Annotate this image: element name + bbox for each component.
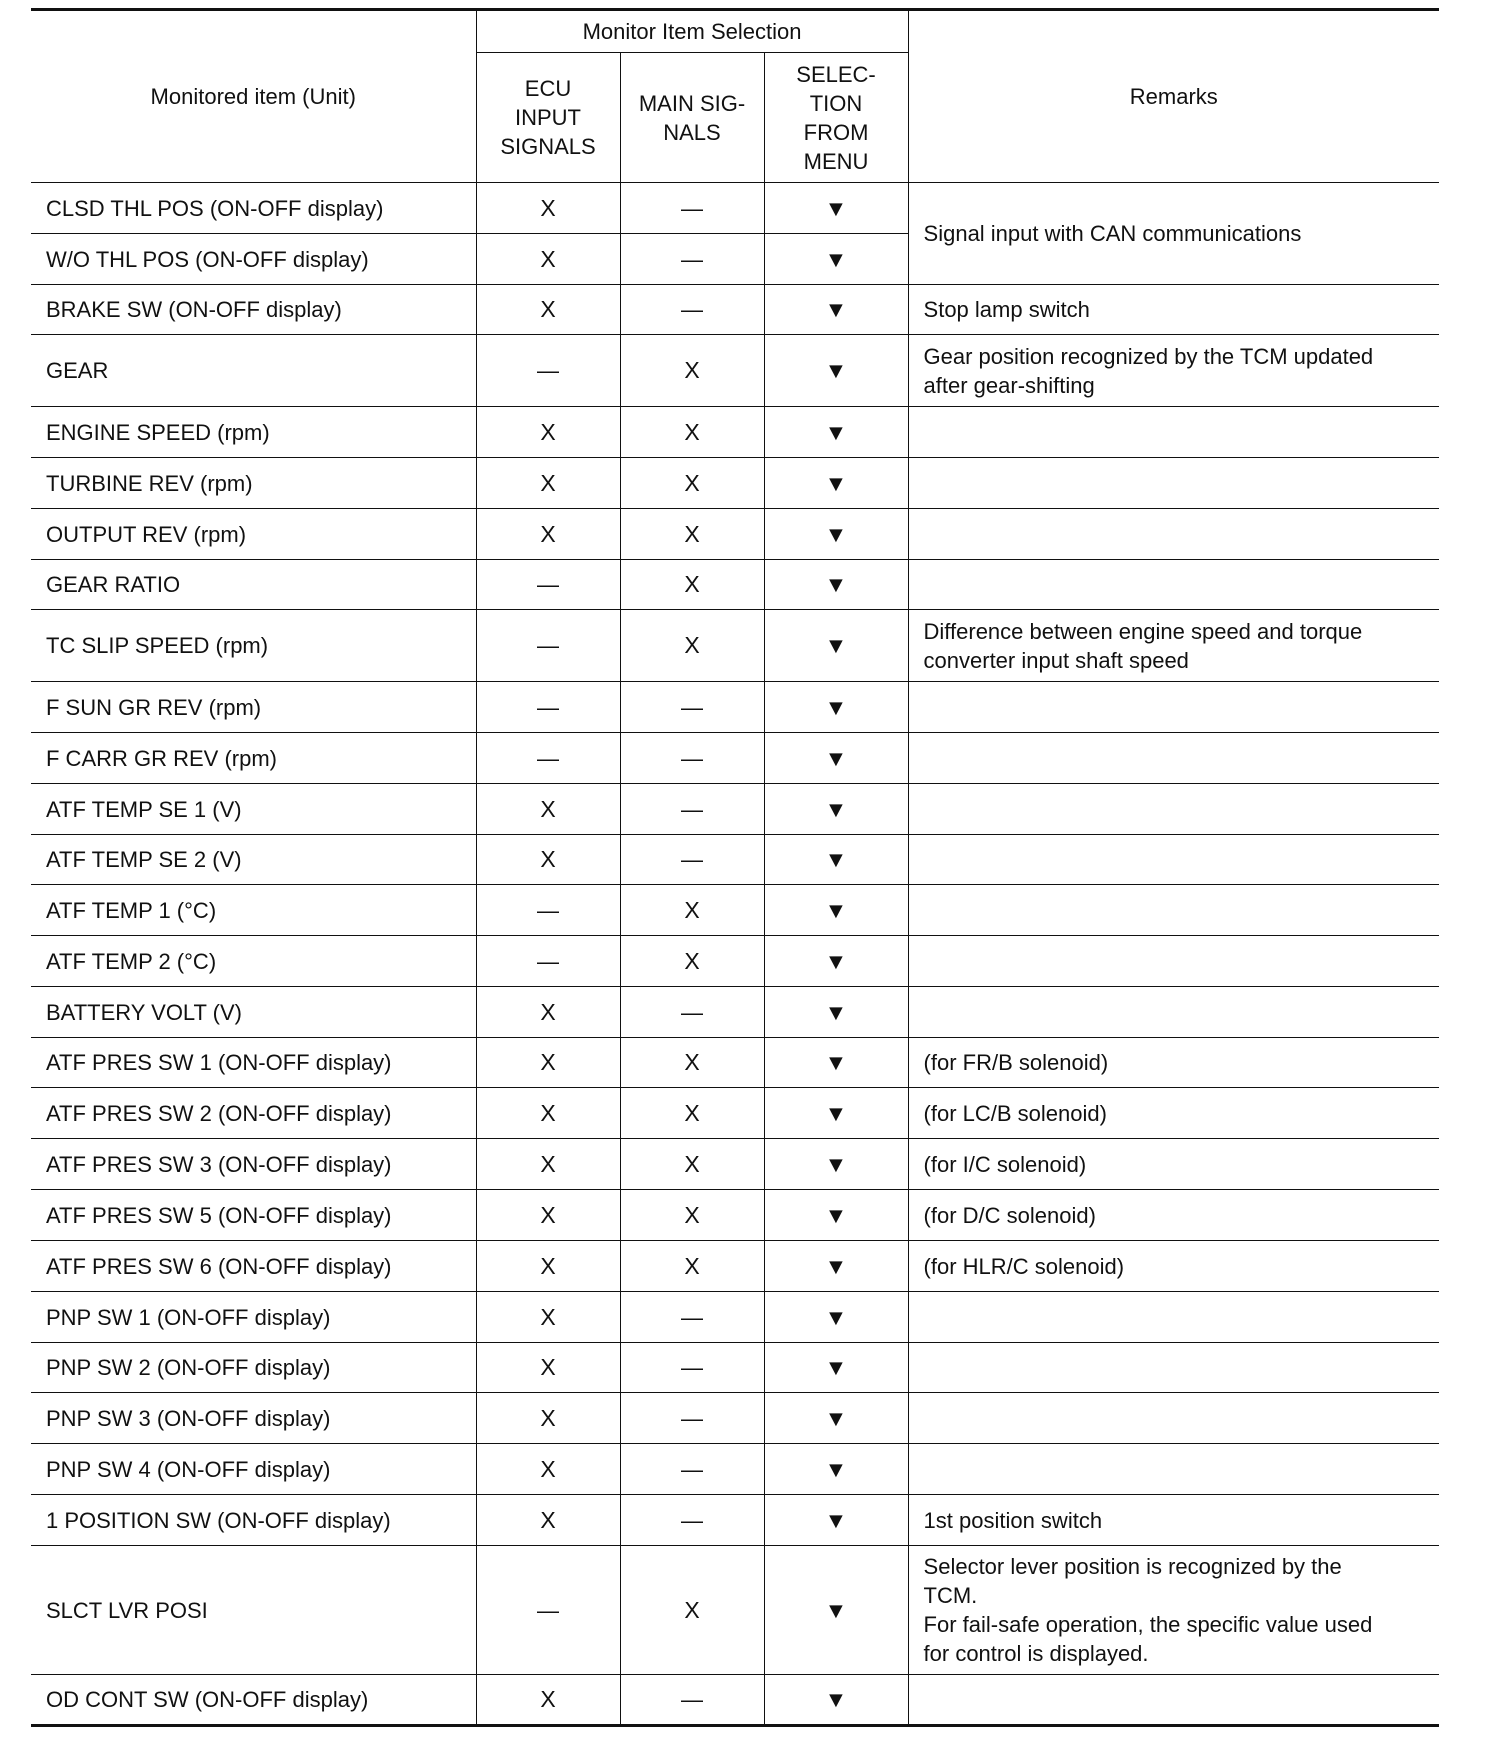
dash-mark: —: [537, 572, 559, 597]
down-triangle-icon: ▼: [824, 246, 848, 272]
down-triangle-icon: ▼: [824, 1050, 848, 1075]
monitor-item-table: [31, 8, 1439, 1727]
table-row: [31, 1495, 1439, 1546]
monitored-item-cell: F CARR GR REV (rpm): [31, 733, 476, 784]
down-triangle-icon: ▼: [824, 521, 848, 547]
main-signals-cell: [620, 1546, 764, 1675]
main-signals-cell: [620, 509, 764, 560]
x-mark: X: [540, 296, 556, 322]
x-mark: X: [540, 1201, 556, 1228]
table-row: [31, 560, 1439, 610]
table-row: [31, 1190, 1439, 1241]
down-triangle-icon: ▼: [824, 796, 848, 822]
ecu-input-cell: [476, 183, 620, 234]
main-signals-cell: [620, 1675, 764, 1726]
remarks-line: converter input shaft speed: [923, 647, 1189, 673]
x-mark: X: [540, 1404, 556, 1431]
main-signals-cell: [620, 835, 764, 885]
table-row: [31, 610, 1439, 682]
table-row: [31, 183, 1439, 234]
down-triangle-icon: ▼: [824, 1151, 848, 1177]
header-monitored-item: Monitored item (Unit): [31, 10, 476, 183]
down-triangle-icon: ▼: [824, 745, 848, 771]
table-row: [31, 458, 1439, 509]
monitored-item-cell: F SUN GR REV (rpm): [31, 682, 476, 733]
down-triangle-icon: ▼: [824, 1355, 848, 1380]
x-mark: X: [540, 194, 556, 221]
main-signals-cell: [620, 733, 764, 784]
main-signals-cell: [620, 285, 764, 335]
monitored-item-cell: ATF PRES SW 5 (ON-OFF display): [31, 1190, 476, 1241]
remarks-line: For fail-safe operation, the specific value used: [923, 1612, 1373, 1637]
ecu-input-cell: [476, 1546, 620, 1675]
ecu-input-cell: [476, 784, 620, 835]
monitored-item-cell: OD CONT SW (ON-OFF display): [31, 1675, 476, 1726]
selection-cell: [764, 987, 908, 1038]
table-row: [31, 936, 1439, 987]
remarks-cell: [908, 835, 1439, 885]
dash-mark: —: [681, 1405, 703, 1431]
monitored-item-cell: ATF TEMP SE 2 (V): [31, 835, 476, 885]
main-signals-cell: [620, 1444, 764, 1495]
table-row: [31, 1292, 1439, 1343]
ecu-input-cell: [476, 682, 620, 733]
dash-mark: —: [681, 1456, 703, 1482]
table-row: [31, 1139, 1439, 1190]
x-mark: X: [540, 520, 556, 547]
monitored-item-cell: ATF PRES SW 3 (ON-OFF display): [31, 1139, 476, 1190]
monitored-item-cell: BATTERY VOLT (V): [31, 987, 476, 1038]
x-mark: X: [684, 1252, 700, 1279]
main-signals-cell: [620, 610, 764, 682]
table-row: [31, 407, 1439, 458]
remarks-cell: [908, 885, 1439, 936]
down-triangle-icon: ▼: [824, 1456, 848, 1482]
remarks-cell: [908, 458, 1439, 509]
remarks-line: Selector lever position is recognized by the: [923, 1554, 1342, 1579]
remarks-cell: [908, 682, 1439, 733]
monitored-item-cell: BRAKE SW (ON-OFF display): [31, 285, 476, 335]
dash-mark: —: [681, 1304, 703, 1330]
down-triangle-icon: ▼: [824, 948, 848, 974]
x-mark: X: [684, 418, 700, 445]
table-row: [31, 1393, 1439, 1444]
selection-cell: [764, 1139, 908, 1190]
main-signals-cell: [620, 458, 764, 509]
monitored-item-cell: 1 POSITION SW (ON-OFF display): [31, 1495, 476, 1546]
remarks-cell: [908, 784, 1439, 835]
remarks-cell: [908, 285, 1439, 335]
remarks-line: Signal input with CAN communications: [923, 221, 1302, 246]
main-signals-cell: [620, 1495, 764, 1546]
x-mark: X: [684, 520, 700, 547]
ecu-input-cell: [476, 885, 620, 936]
dash-mark: —: [681, 796, 703, 822]
ecu-input-cell: [476, 610, 620, 682]
monitored-item-cell: PNP SW 3 (ON-OFF display): [31, 1393, 476, 1444]
dash-mark: —: [681, 1355, 703, 1380]
down-triangle-icon: ▼: [824, 633, 848, 658]
ecu-input-cell: [476, 1241, 620, 1292]
remarks-cell: [908, 1139, 1439, 1190]
remarks-cell: [908, 1546, 1439, 1675]
monitored-item-cell: OUTPUT REV (rpm): [31, 509, 476, 560]
ecu-input-cell: [476, 1444, 620, 1495]
header-remarks: Remarks: [908, 10, 1439, 183]
remarks-cell: [908, 560, 1439, 610]
table-row: [31, 1444, 1439, 1495]
down-triangle-icon: ▼: [824, 1597, 848, 1623]
dash-mark: —: [537, 897, 559, 923]
dash-mark: —: [681, 297, 703, 322]
ecu-input-cell: [476, 733, 620, 784]
down-triangle-icon: ▼: [824, 419, 848, 445]
table-row: [31, 1343, 1439, 1393]
down-triangle-icon: ▼: [824, 847, 848, 872]
remarks-cell: [908, 1038, 1439, 1088]
table-row: [31, 1241, 1439, 1292]
ecu-input-cell: [476, 1292, 620, 1343]
down-triangle-icon: ▼: [824, 1202, 848, 1228]
selection-cell: [764, 285, 908, 335]
x-mark: X: [684, 469, 700, 496]
selection-cell: [764, 784, 908, 835]
main-signals-cell: [620, 1088, 764, 1139]
header-main-signals: MAIN SIG- NALS: [620, 53, 764, 183]
main-signals-cell: [620, 407, 764, 458]
monitored-item-cell: ATF PRES SW 2 (ON-OFF display): [31, 1088, 476, 1139]
dash-mark: —: [681, 999, 703, 1025]
monitored-item-cell: SLCT LVR POSI: [31, 1546, 476, 1675]
selection-cell: [764, 1675, 908, 1726]
down-triangle-icon: ▼: [824, 1100, 848, 1126]
down-triangle-icon: ▼: [824, 1253, 848, 1279]
remarks-cell: [908, 610, 1439, 682]
ecu-input-cell: [476, 835, 620, 885]
table-row: [31, 885, 1439, 936]
main-signals-cell: [620, 1393, 764, 1444]
selection-cell: [764, 1343, 908, 1393]
monitored-item-cell: CLSD THL POS (ON-OFF display): [31, 183, 476, 234]
x-mark: X: [684, 1150, 700, 1177]
ecu-input-cell: [476, 1495, 620, 1546]
table-body: [31, 183, 1439, 1726]
x-mark: X: [684, 571, 700, 597]
ecu-input-cell: [476, 1393, 620, 1444]
dash-mark: —: [681, 694, 703, 720]
selection-cell: [764, 183, 908, 234]
monitored-item-cell: ATF PRES SW 6 (ON-OFF display): [31, 1241, 476, 1292]
remarks-cell: [908, 936, 1439, 987]
down-triangle-icon: ▼: [824, 1507, 848, 1533]
monitored-item-cell: PNP SW 2 (ON-OFF display): [31, 1343, 476, 1393]
selection-cell: [764, 610, 908, 682]
x-mark: X: [540, 245, 556, 272]
main-signals-cell: [620, 885, 764, 936]
monitored-item-cell: TURBINE REV (rpm): [31, 458, 476, 509]
header-monitor-item-selection: Monitor Item Selection: [476, 10, 908, 53]
x-mark: X: [540, 1686, 556, 1712]
selection-cell: [764, 335, 908, 407]
main-signals-cell: [620, 183, 764, 234]
down-triangle-icon: ▼: [824, 1687, 848, 1712]
remarks-line: (for I/C solenoid): [923, 1151, 1087, 1177]
dash-mark: —: [681, 1507, 703, 1533]
down-triangle-icon: ▼: [824, 358, 848, 383]
x-mark: X: [540, 1354, 556, 1380]
x-mark: X: [540, 998, 556, 1025]
monitored-item-cell: ATF TEMP 2 (°C): [31, 936, 476, 987]
selection-cell: [764, 1190, 908, 1241]
main-signals-cell: [620, 335, 764, 407]
remarks-cell: [908, 733, 1439, 784]
ecu-input-cell: [476, 1139, 620, 1190]
ecu-input-cell: [476, 335, 620, 407]
remarks-cell: [908, 1241, 1439, 1292]
selection-cell: [764, 509, 908, 560]
ecu-input-cell: [476, 1675, 620, 1726]
selection-cell: [764, 1088, 908, 1139]
ecu-input-cell: [476, 1190, 620, 1241]
ecu-input-cell: [476, 1343, 620, 1393]
x-mark: X: [684, 896, 700, 923]
monitored-item-cell: PNP SW 1 (ON-OFF display): [31, 1292, 476, 1343]
remarks-cell: [908, 335, 1439, 407]
table-row: [31, 285, 1439, 335]
remarks-cell: [908, 1190, 1439, 1241]
remarks-cell: [908, 1088, 1439, 1139]
table-row: [31, 335, 1439, 407]
monitored-item-cell: PNP SW 4 (ON-OFF display): [31, 1444, 476, 1495]
selection-cell: [764, 733, 908, 784]
x-mark: X: [684, 357, 700, 383]
dash-mark: —: [537, 948, 559, 974]
main-signals-cell: [620, 1139, 764, 1190]
ecu-input-cell: [476, 509, 620, 560]
remarks-cell: [908, 987, 1439, 1038]
selection-cell: [764, 1444, 908, 1495]
selection-cell: [764, 936, 908, 987]
selection-cell: [764, 1495, 908, 1546]
main-signals-cell: [620, 1241, 764, 1292]
remarks-cell: [908, 1292, 1439, 1343]
dash-mark: —: [681, 745, 703, 771]
selection-cell: [764, 1292, 908, 1343]
down-triangle-icon: ▼: [824, 1304, 848, 1330]
x-mark: X: [540, 469, 556, 496]
table-row: [31, 1675, 1439, 1726]
x-mark: X: [684, 1099, 700, 1126]
table-row: [31, 682, 1439, 733]
dash-mark: —: [681, 246, 703, 272]
selection-cell: [764, 1038, 908, 1088]
ecu-input-cell: [476, 1088, 620, 1139]
main-signals-cell: [620, 1343, 764, 1393]
down-triangle-icon: ▼: [824, 572, 848, 597]
x-mark: X: [540, 418, 556, 445]
x-mark: X: [684, 1201, 700, 1228]
monitored-item-cell: GEAR RATIO: [31, 560, 476, 610]
x-mark: X: [540, 1252, 556, 1279]
table-row: [31, 835, 1439, 885]
table-row: [31, 987, 1439, 1038]
selection-cell: [764, 234, 908, 285]
down-triangle-icon: ▼: [824, 999, 848, 1025]
table-row: [31, 1546, 1439, 1675]
dash-mark: —: [537, 745, 559, 771]
remarks-line: Difference between engine speed and torque: [923, 618, 1363, 644]
header-selection-from-menu: SELEC- TION FROM MENU: [764, 53, 908, 183]
dash-mark: —: [537, 358, 559, 383]
monitored-item-cell: ATF TEMP 1 (°C): [31, 885, 476, 936]
down-triangle-icon: ▼: [824, 694, 848, 720]
monitored-item-cell: ENGINE SPEED (rpm): [31, 407, 476, 458]
ecu-input-cell: [476, 560, 620, 610]
main-signals-cell: [620, 784, 764, 835]
remarks-cell: [908, 1393, 1439, 1444]
ecu-input-cell: [476, 1038, 620, 1088]
down-triangle-icon: ▼: [824, 297, 848, 322]
monitored-item-cell: ATF TEMP SE 1 (V): [31, 784, 476, 835]
remarks-line: TCM.: [923, 1583, 978, 1608]
main-signals-cell: [620, 1038, 764, 1088]
remarks-line: (for FR/B solenoid): [923, 1050, 1109, 1075]
ecu-input-cell: [476, 987, 620, 1038]
selection-cell: [764, 407, 908, 458]
down-triangle-icon: ▼: [824, 1405, 848, 1431]
x-mark: X: [540, 1049, 556, 1075]
table-row: [31, 1088, 1439, 1139]
dash-mark: —: [681, 847, 703, 872]
remarks-cell: [908, 407, 1439, 458]
ecu-input-cell: [476, 234, 620, 285]
selection-cell: [764, 1546, 908, 1675]
remarks-line: after gear-shifting: [923, 372, 1095, 398]
selection-cell: [764, 885, 908, 936]
main-signals-cell: [620, 560, 764, 610]
dash-mark: —: [681, 195, 703, 221]
x-mark: X: [540, 1099, 556, 1126]
ecu-input-cell: [476, 407, 620, 458]
table-row: [31, 733, 1439, 784]
x-mark: X: [684, 1049, 700, 1075]
ecu-input-cell: [476, 458, 620, 509]
main-signals-cell: [620, 682, 764, 733]
main-signals-cell: [620, 987, 764, 1038]
monitored-item-cell: GEAR: [31, 335, 476, 407]
down-triangle-icon: ▼: [824, 470, 848, 496]
table-row: [31, 1038, 1439, 1088]
header-ecu-input-signals: ECU INPUT SIGNALS: [476, 53, 620, 183]
down-triangle-icon: ▼: [824, 897, 848, 923]
selection-cell: [764, 1241, 908, 1292]
dash-mark: —: [537, 694, 559, 720]
remarks-cell: [908, 1343, 1439, 1393]
table-row: [31, 509, 1439, 560]
remarks-line: Stop lamp switch: [923, 297, 1090, 322]
x-mark: X: [540, 846, 556, 872]
remarks-line: for control is displayed.: [923, 1641, 1149, 1666]
selection-cell: [764, 682, 908, 733]
selection-cell: [764, 1393, 908, 1444]
ecu-input-cell: [476, 936, 620, 987]
remarks-line: 1st position switch: [923, 1507, 1103, 1533]
ecu-input-cell: [476, 285, 620, 335]
remarks-line: Gear position recognized by the TCM updated: [923, 343, 1374, 369]
selection-cell: [764, 458, 908, 509]
monitored-item-cell: W/O THL POS (ON-OFF display): [31, 234, 476, 285]
x-mark: X: [684, 632, 700, 658]
x-mark: X: [540, 1455, 556, 1482]
monitored-item-cell: ATF PRES SW 1 (ON-OFF display): [31, 1038, 476, 1088]
table-row: [31, 784, 1439, 835]
main-signals-cell: [620, 234, 764, 285]
remarks-cell: [908, 1444, 1439, 1495]
selection-cell: [764, 560, 908, 610]
remarks-cell: [908, 1675, 1439, 1726]
down-triangle-icon: ▼: [824, 195, 848, 221]
x-mark: X: [540, 1506, 556, 1533]
x-mark: X: [540, 795, 556, 822]
main-signals-cell: [620, 1190, 764, 1241]
remarks-line: (for HLR/C solenoid): [923, 1253, 1125, 1279]
main-signals-cell: [620, 1292, 764, 1343]
selection-cell: [764, 835, 908, 885]
x-mark: X: [540, 1303, 556, 1330]
x-mark: X: [540, 1150, 556, 1177]
dash-mark: —: [537, 1597, 559, 1623]
remarks-line: (for LC/B solenoid): [923, 1100, 1107, 1126]
main-signals-cell: [620, 936, 764, 987]
remarks-cell: [908, 1495, 1439, 1546]
remarks-cell: [908, 509, 1439, 560]
remarks-line: (for D/C solenoid): [923, 1202, 1096, 1228]
dash-mark: —: [537, 633, 559, 658]
remarks-cell: [908, 183, 1439, 285]
x-mark: X: [684, 1596, 700, 1623]
x-mark: X: [684, 947, 700, 974]
monitored-item-cell: TC SLIP SPEED (rpm): [31, 610, 476, 682]
dash-mark: —: [681, 1687, 703, 1712]
